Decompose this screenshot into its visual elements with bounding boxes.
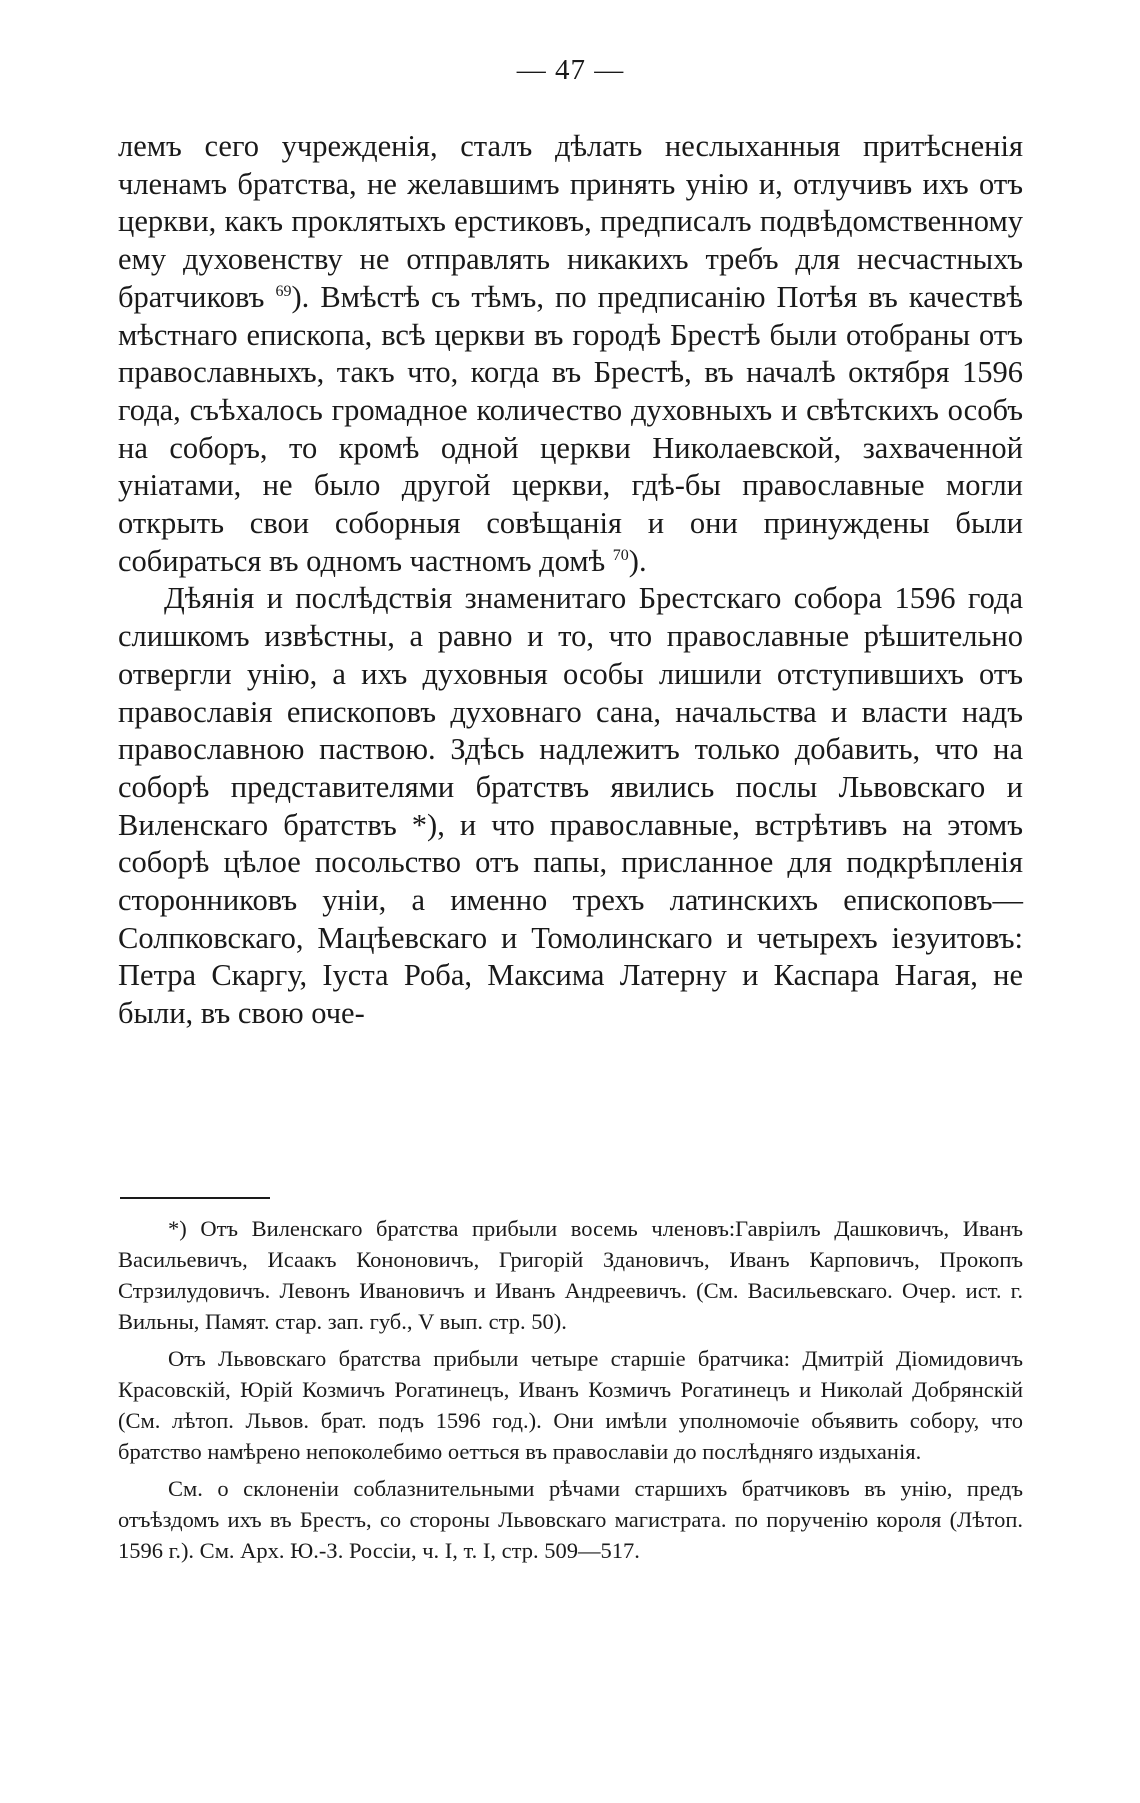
footnote-ref-70: 70: [612, 546, 629, 564]
paragraph-1-part-c: ).: [628, 543, 647, 578]
footnote-vilna: *) Отъ Виленскаго братства прибыли восемь членовъ:Гавріилъ Дашковичъ, Иванъ Васильевичъ, Исаакъ Кононовичъ, Григорій Здановичъ, Иванъ Карповичъ, Прокопъ Стрзилудовичъ. Левонъ Ивановичъ и Иванъ Андреевичъ. (См. Васильевскаго. Очер. ист. г. Вильны, Памят. стар. зап. губ., V вып. стр. 50).: [118, 1216, 1023, 1334]
paragraph-1-part-a: лемъ сего учрежденія, сталъ дѣлать неслыханныя притѣсненія членамъ братства, не желавшимъ принять унію и, отлучивъ ихъ отъ церкви, какъ проклятыхъ ерстиковъ, предписалъ подвѣдомственному ему духовенству не отправлять никакихъ требъ для несчастныхъ братчиковъ: [118, 129, 1023, 314]
main-text: [118, 128, 1023, 1033]
paragraph-1-part-b: ). Вмѣстѣ съ тѣмъ, по предписанію Потѣя въ качествѣ мѣстнаго епископа, всѣ церкви въ городѣ Брестѣ были отобраны отъ православныхъ, такъ что, когда въ Брестѣ, въ началѣ октября 1596 года, съѣхалось громадное количество духовныхъ и свѣтскихъ особъ на соборъ, то кромѣ одной церкви Николаевской, захваченной уніатами, не было другой церкви, гдѣ-бы православные могли открыть свои соборныя совѣщанія и они принуждены были собираться въ одномъ частномъ домѣ: [118, 279, 1023, 578]
paragraph-1: [118, 128, 1023, 580]
footnote-separator: [120, 1197, 270, 1199]
footnote-reference: См. о склоненіи соблазнительными рѣчами старшихъ братчиковъ въ унію, предъ отъѣздомъ ихъ въ Брестъ, со стороны Львовскаго магистрата. по порученію короля (Лѣтоп. 1596 г.). См. Арх. Ю.-З. Россіи, ч. I, т. I, стр. 509—517.: [118, 1476, 1023, 1563]
page-number: — 47 —: [516, 54, 625, 86]
footnote-lvov: Отъ Львовскаго братства прибыли четыре старшіе братчика: Дмитрій Діомидовичъ Красовскій, Юрій Козмичъ Рогатинецъ, Иванъ Козмичъ Рогатинецъ и Николай Добрянскій (См. лѣтоп. Львов. брат. подъ 1596 год.). Они имѣли уполномочіе объявить собору, что братство намѣрено непоколебимо оетться въ православіи до послѣдняго издыханія.: [118, 1346, 1023, 1464]
book-page: [118, 0, 1023, 1803]
footnotes: [118, 1213, 1023, 1572]
footnote-ref-69: 69: [275, 282, 292, 300]
paragraph-2: Дѣянія и послѣдствія знаменитаго Брестскаго собора 1596 года слишкомъ извѣстны, а равно и то, что православные рѣшительно отвергли унію, а ихъ духовныя особы лишили отступившихъ отъ православія епископовъ духовнаго сана, начальства и власти надъ православною паствою. Здѣсь надлежитъ только добавить, что на соборѣ представителями братствъ явились послы Львовскаго и Виленскаго братствъ *), и что православные, встрѣтивъ на этомъ соборѣ цѣлое посольство отъ папы, присланное для подкрѣпленія сторонниковъ уніи, а именно трехъ латинскихъ епископовъ—Солпковскаго, Мацѣевскаго и Томолинскаго и четырехъ іезуитовъ: Петра Скаргу, Іуста Роба, Максима Латерну и Каспара Нагая, не были, въ свою оче-: [118, 581, 1023, 1031]
